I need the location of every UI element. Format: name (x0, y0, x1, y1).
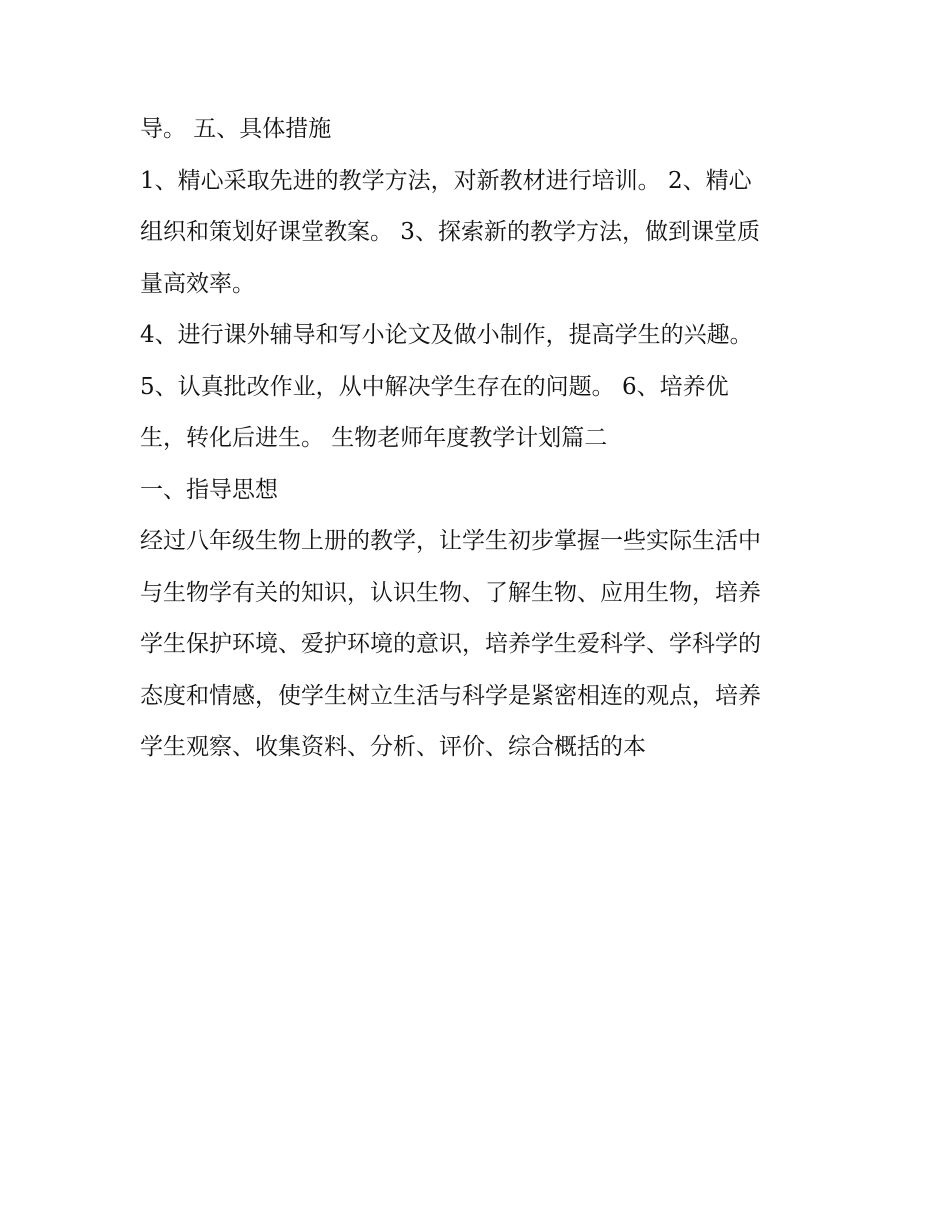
text-line: 量高效率。 (140, 270, 255, 297)
text-line: 生，转化后进生。 生物老师年度教学计划篇二 (140, 425, 608, 451)
text-line: 导。 五、具体措施 (140, 116, 332, 142)
section-heading: 一、指导思想 (140, 476, 278, 503)
text-line: 1、精心采取先进的教学方法，对新教材进行培训。 2、精心 (140, 167, 752, 194)
text-line: 态度和情感，使学生树立生活与科学是紧密相连的观点，培养 (140, 682, 761, 709)
text-line: 5、认真批改作业，从中解决学生存在的问题。 6、培养优 (140, 373, 729, 400)
text-line: 经过八年级生物上册的教学，让学生初步掌握一些实际生活中 (140, 528, 761, 554)
document-body (140, 110, 820, 780)
text-line: 4、进行课外辅导和写小论文及做小制作，提高学生的兴趣。 (140, 322, 753, 348)
text-line: 学生保护环境、爱护环境的意识，培养学生爱科学、学科学的 (140, 631, 761, 657)
text-line: 组织和策划好课堂教案。 3、探索新的教学方法，做到课堂质 (140, 219, 760, 245)
text-line: 与生物学有关的知识，认识生物、了解生物、应用生物，培养 (140, 579, 761, 606)
text-line: 学生观察、收集资料、分析、评价、综合概括的本 (140, 734, 646, 760)
